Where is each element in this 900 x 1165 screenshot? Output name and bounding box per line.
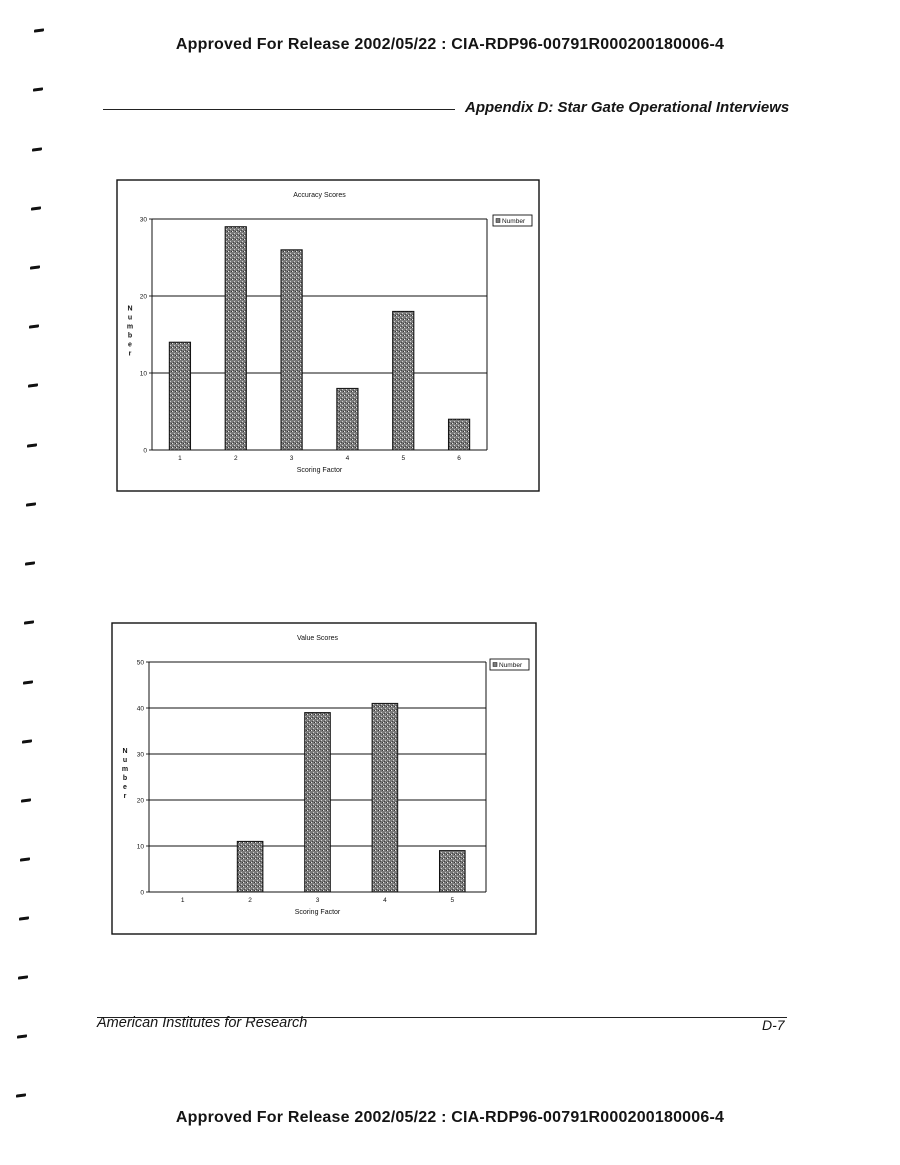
margin-mark (27, 443, 37, 447)
y-axis-label-letter: u (122, 757, 128, 764)
y-tick-label: 30 (139, 216, 147, 224)
y-axis-label-letter: u (127, 314, 133, 322)
chart-title: Accuracy Scores (293, 192, 346, 199)
margin-mark (20, 857, 30, 861)
y-tick-label: 20 (139, 293, 147, 301)
bar (225, 227, 246, 450)
value-scores-chart (111, 622, 537, 935)
x-tick-label: 2 (233, 455, 238, 462)
margin-mark (16, 1093, 26, 1097)
release-stamp-bottom: Approved For Release 2002/05/22 : CIA-RDP96-00791R000200180006-4 (175, 1109, 725, 1126)
margin-mark (28, 383, 38, 387)
bar (305, 713, 331, 892)
x-tick-label: 6 (457, 455, 461, 462)
x-tick-label: 5 (401, 455, 406, 462)
x-tick-label: 4 (345, 455, 350, 462)
y-axis-label-letter: r (123, 793, 127, 800)
x-tick-label: 1 (180, 897, 185, 904)
release-stamp-top: Approved For Release 2002/05/22 : CIA-RDP96-00791R000200180006-4 (175, 36, 725, 53)
bar (439, 851, 465, 892)
y-tick-label: 0 (143, 447, 147, 455)
y-axis-label-letter: N (122, 748, 128, 755)
margin-mark (23, 680, 33, 684)
legend-label: Number (499, 662, 523, 669)
x-tick-label: 4 (383, 897, 387, 904)
running-head: Appendix D: Star Gate Operational Interviews (465, 99, 790, 116)
y-axis-label-letter: r (128, 350, 132, 358)
footer-organization: American Institutes for Research (97, 1015, 308, 1031)
margin-mark (26, 502, 36, 506)
margin-mark (21, 798, 31, 802)
margin-mark (24, 620, 34, 624)
margin-mark (30, 265, 40, 269)
y-tick-label: 30 (136, 751, 144, 759)
margin-mark (33, 87, 43, 91)
y-axis-label-letter: e (128, 341, 132, 349)
y-tick-label: 40 (136, 705, 144, 713)
bar (372, 703, 398, 892)
legend-swatch (493, 663, 497, 667)
x-axis-label: Scoring Factor (296, 467, 343, 474)
header-rule (103, 109, 455, 110)
y-axis-label-letter: m (121, 766, 129, 773)
legend-label: Number (502, 218, 526, 225)
margin-mark (19, 916, 29, 920)
margin-mark (25, 561, 35, 565)
bar (448, 419, 469, 450)
bar (337, 388, 358, 450)
y-tick-label: 0 (140, 889, 144, 897)
y-tick-label: 20 (136, 797, 144, 805)
x-tick-label: 5 (450, 897, 455, 904)
y-axis-label-letter: b (122, 775, 128, 782)
y-tick-label: 10 (136, 843, 144, 851)
x-tick-label: 3 (315, 897, 320, 904)
x-tick-label: 1 (178, 455, 182, 462)
margin-mark (22, 739, 32, 743)
y-tick-label: 10 (139, 370, 147, 378)
bar (281, 250, 302, 450)
x-tick-label: 3 (289, 455, 294, 462)
x-tick-label: 2 (248, 897, 252, 904)
chart-title: Value Scores (296, 635, 339, 642)
margin-mark (17, 1034, 27, 1038)
chart-svg (111, 622, 537, 935)
legend-swatch (496, 219, 500, 223)
x-axis-label: Scoring Factor (294, 909, 341, 916)
y-axis-label-letter: e (123, 784, 127, 791)
y-axis-label-letter: m (126, 323, 134, 331)
chart-svg (116, 179, 540, 492)
bar (169, 342, 190, 450)
margin-mark (32, 147, 42, 151)
page-number: D-7 (762, 1017, 785, 1033)
margin-mark (31, 206, 41, 210)
margin-mark (34, 28, 44, 32)
margin-mark (18, 975, 28, 979)
accuracy-scores-chart (116, 179, 540, 492)
margin-mark (29, 324, 39, 328)
y-axis-label-letter: N (127, 305, 133, 313)
y-tick-label: 50 (136, 659, 144, 667)
bar (393, 311, 414, 450)
bar (237, 841, 263, 892)
y-axis-label-letter: b (127, 332, 133, 340)
